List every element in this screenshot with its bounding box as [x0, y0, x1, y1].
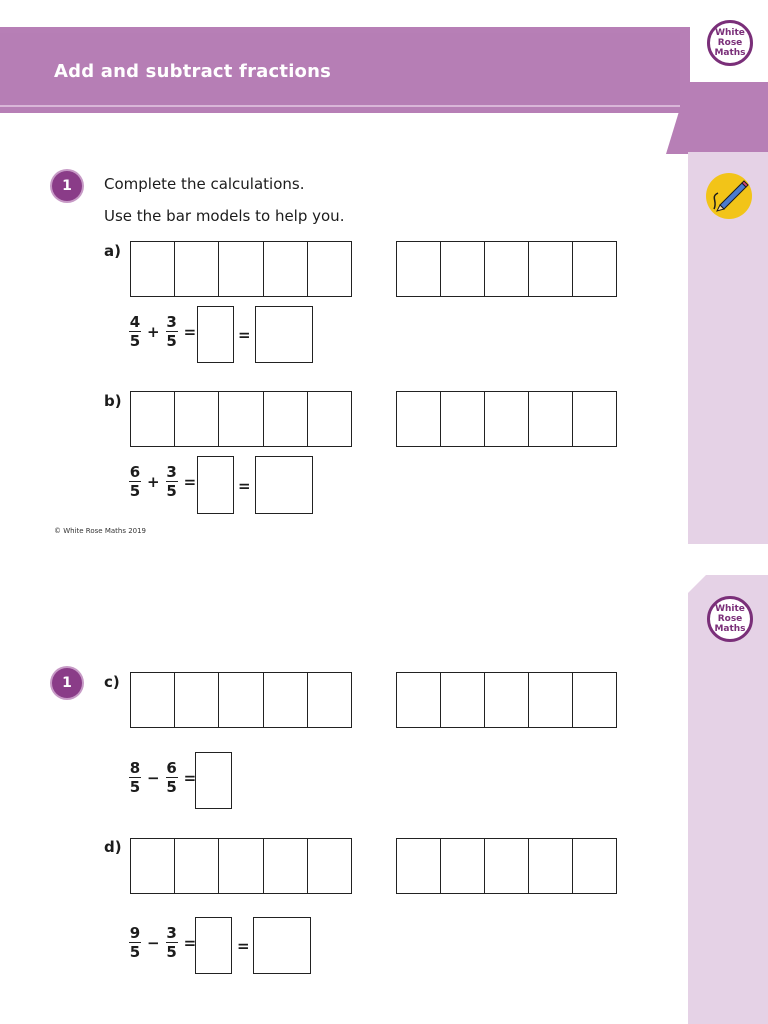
bar-cell[interactable] — [175, 673, 219, 727]
equals-sign: = — [238, 326, 251, 344]
fraction: $\frac{6}{5}$ — [129, 463, 141, 500]
bar-cell[interactable] — [529, 673, 573, 727]
copyright-text: © White Rose Maths 2019 — [54, 527, 147, 535]
bar-cell[interactable] — [131, 392, 175, 446]
bar-model-d-1 — [130, 838, 352, 894]
equals-sign: = — [183, 472, 197, 491]
side-tab-shape — [666, 82, 768, 154]
part-label-c: c) — [104, 673, 120, 691]
question-number-badge: 1 — [52, 668, 82, 698]
bar-cell[interactable] — [529, 392, 573, 446]
answer-box-d-1[interactable] — [195, 917, 232, 974]
bar-model-b-2 — [396, 391, 617, 447]
side-strip-bottom — [688, 648, 768, 1024]
bar-cell[interactable] — [573, 839, 616, 893]
bar-cell[interactable] — [219, 242, 263, 296]
bar-cell[interactable] — [529, 242, 573, 296]
part-label-b: b) — [104, 392, 122, 410]
bar-cell[interactable] — [485, 392, 529, 446]
bar-cell[interactable] — [485, 242, 529, 296]
bar-cell[interactable] — [131, 242, 175, 296]
bar-cell[interactable] — [264, 392, 308, 446]
bar-cell[interactable] — [219, 673, 263, 727]
fraction: $\frac{4}{5}$ — [129, 313, 141, 350]
fraction: $\frac{3}{5}$ — [166, 463, 177, 500]
equation-b — [128, 464, 201, 499]
bar-cell[interactable] — [264, 673, 308, 727]
equation-c — [128, 760, 201, 795]
bar-model-c-1 — [130, 672, 352, 728]
bar-cell[interactable] — [308, 392, 351, 446]
bar-cell[interactable] — [308, 839, 351, 893]
bar-cell[interactable] — [264, 242, 308, 296]
fraction: $\frac{3}{5}$ — [166, 924, 177, 961]
part-label-d: d) — [104, 838, 122, 856]
operator: − — [147, 933, 160, 952]
bar-cell[interactable] — [175, 242, 219, 296]
answer-box-a-1[interactable] — [197, 306, 234, 363]
answer-box-c-1[interactable] — [195, 752, 232, 809]
bar-cell[interactable] — [441, 242, 485, 296]
bar-cell[interactable] — [441, 392, 485, 446]
bar-cell[interactable] — [397, 673, 441, 727]
bar-cell[interactable] — [308, 242, 351, 296]
bar-cell[interactable] — [397, 392, 441, 446]
question-number-badge: 1 — [52, 171, 82, 201]
bar-model-d-2 — [396, 838, 617, 894]
bar-model-b-1 — [130, 391, 352, 447]
bar-cell[interactable] — [397, 839, 441, 893]
instruction-complete: Complete the calculations. — [104, 175, 305, 193]
bar-model-c-2 — [396, 672, 617, 728]
equals-sign: = — [237, 937, 250, 955]
equals-sign: = — [183, 933, 197, 952]
bar-cell[interactable] — [308, 673, 351, 727]
fraction: $\frac{6}{5}$ — [166, 759, 177, 796]
instruction-bar-models: Use the bar models to help you. — [104, 207, 345, 225]
bar-cell[interactable] — [485, 839, 529, 893]
bar-model-a-1 — [130, 241, 352, 297]
bar-cell[interactable] — [573, 673, 616, 727]
bar-model-a-2 — [396, 241, 617, 297]
pencil-icon — [706, 173, 752, 219]
answer-box-b-1[interactable] — [197, 456, 234, 514]
page-title: Add and subtract fractions — [54, 61, 332, 82]
white-rose-maths-logo: White Rose Maths — [707, 20, 753, 66]
fraction: $\frac{8}{5}$ — [129, 759, 141, 796]
bar-cell[interactable] — [441, 839, 485, 893]
bar-cell[interactable] — [397, 242, 441, 296]
bar-cell[interactable] — [573, 392, 616, 446]
bar-cell[interactable] — [441, 673, 485, 727]
equals-sign: = — [183, 768, 197, 787]
equation-a — [128, 314, 201, 349]
bar-cell[interactable] — [131, 839, 175, 893]
operator: + — [147, 472, 160, 491]
equation-d — [128, 925, 201, 960]
part-label-a: a) — [104, 242, 121, 260]
bar-cell[interactable] — [264, 839, 308, 893]
bar-cell[interactable] — [131, 673, 175, 727]
bar-cell[interactable] — [485, 673, 529, 727]
answer-box-a-2[interactable] — [255, 306, 313, 363]
fraction: $\frac{3}{5}$ — [166, 313, 177, 350]
bar-cell[interactable] — [219, 839, 263, 893]
bar-cell[interactable] — [175, 839, 219, 893]
answer-box-b-2[interactable] — [255, 456, 313, 514]
bar-cell[interactable] — [175, 392, 219, 446]
operator: − — [147, 768, 160, 787]
answer-box-d-2[interactable] — [253, 917, 311, 974]
equals-sign: = — [238, 477, 251, 495]
bar-cell[interactable] — [529, 839, 573, 893]
bar-cell[interactable] — [219, 392, 263, 446]
white-rose-maths-logo: White Rose Maths — [707, 596, 753, 642]
bar-cell[interactable] — [573, 242, 616, 296]
fraction: $\frac{9}{5}$ — [129, 924, 141, 961]
equals-sign: = — [183, 322, 197, 341]
operator: + — [147, 322, 160, 341]
